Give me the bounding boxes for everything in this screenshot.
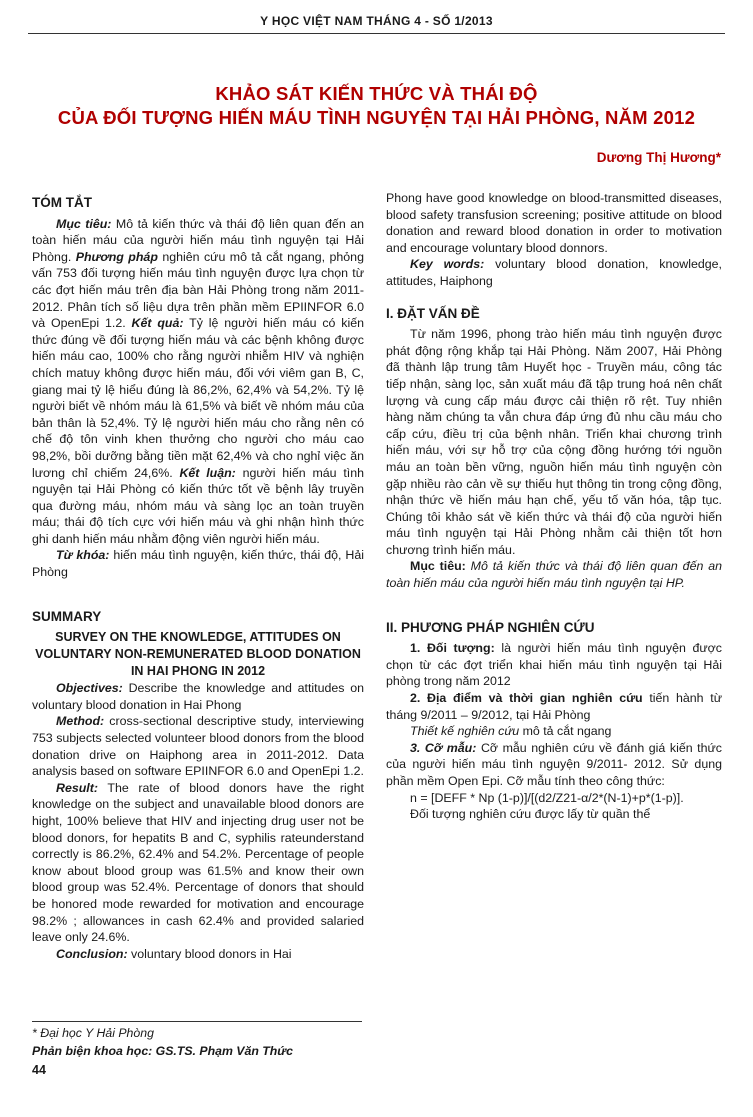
summary-result-text: The rate of blood donors have the right knowledge on the subject and unavailable blood donors are hight, 100% believe that HIV and injecting drug user not be blood donors, for hepatits B and C, syphilis rateunderstand correctly is 86.2%, 62.4% and 54.2%. Percentage of people know about blood group was 61.5% and know their own blood group was 52.4%. Percentage of donors that should be honored mode rewarded for motivation and encourage 98.2% ; allowances in cash 62.4% and provided salaried leave only 24.6%. — [32, 780, 364, 945]
summary-method-text: cross-sectional descriptive study, interviewing 753 subjects selected volunteer blood donors from the blood donation drive on Haiphong area in 2011-2012. Data analysis based on software EPIINFOR 6.0 and OpenEpi 1.2. — [32, 714, 364, 779]
abstract-keywords-text: hiến máu tình nguyện, kiến thức, thái độ, Hải Phòng — [32, 548, 364, 580]
abstract-method-text: nghiên cứu mô tả cắt ngang, phỏng vấn 753 đối tượng hiến máu tình nguyện được lựa chọn từ các đợt hiến máu trên địa bàn Hải Phòng trong năm 2011-2012. Phân tích số liệu dựa trên phần mềm EPIINFOR 6.0 và OpenEpi 1.2. — [32, 249, 364, 331]
summary-result — [32, 780, 364, 946]
section-2-design — [386, 723, 722, 740]
section-2-heading: II. PHƯƠNG PHÁP NGHIÊN CỨU — [386, 619, 595, 635]
abstract-objective — [32, 216, 364, 548]
summary-objectives-label: Objectives: — [56, 681, 123, 696]
section-1-aim-label: Mục tiêu: — [410, 559, 466, 574]
summary-conclusion-label: Conclusion: — [56, 946, 128, 961]
author-name: Dương Thị Hương* — [596, 150, 721, 165]
header-rule — [28, 33, 725, 34]
section-1-paragraph: Từ năm 1996, phong trào hiến máu tình nguyện được phát động rộng khắp tại Hải Phòng. Năm 2007, Hải Phòng đã thành lập trung tâm Huyết học - Truyền máu, công tác tiếp nhận, sàng lọc, sản xuất máu đã tập trung hoá nên chất lượng và cung cấp máu được cải thiện rõ rệt. Tuy nhiên hàng năm chúng ta vẫn chưa đáp ứng đủ nhu cầu máu cho cấp cứu, điều trị của bệnh nhân. Triển khai chương trình hiến máu, với sự hỗ trợ của cộng đồng hướng tới nguồn máu an toàn bền vững, nguồn hiến máu tình nguyện còn gặp nhiều rào cản về sự thiếu hụt thông tin trong cộng đồng, nhận thức về hiến máu hạn chế, yếu tố văn hóa, tập tục. Chúng tôi khảo sát về kiến thức và thái độ của người hiến máu tình nguyện tại Hải Phòng nhằm cải thiện tốt hơn chương trình hiến máu. — [386, 327, 722, 557]
section-2-item-2-label: 2. Địa điểm và thời gian nghiên cứu — [410, 691, 643, 706]
section-1-aim — [386, 558, 722, 591]
footnote-rule — [32, 1021, 362, 1022]
page-number: 44 — [32, 1063, 46, 1077]
summary-result-label: Result: — [56, 780, 98, 795]
summary-conclusion-continued: Phong have good knowledge on blood-transmitted diseases, blood safety transfusion screening; positive attitude on blood donation and reward blood donation in order to motivation and encourage voluntary blood donnors. — [386, 191, 722, 255]
abstract-objective-text: Mô tả kiến thức và thái độ liên quan đến an toàn hiến máu của người hiến máu tình nguyện tại Hải Phòng. — [32, 216, 364, 264]
summary-method-label: Method: — [56, 714, 105, 729]
section-1-aim-text: Mô tả kiến thức và thái độ liên quan đến an toàn hiến máu của người hiến máu tình nguyện tại HP. — [386, 559, 722, 591]
summary-objectives — [32, 680, 364, 713]
section-2-design-label: Thiết kế nghiên cứu — [410, 724, 520, 739]
abstract-conclusion-text: người hiến máu tình nguyện tại Hải Phòng có kiến thức tốt về bệnh lây truyền qua đường máu, nhóm máu và sàng lọc an toàn truyền máu; thái độ tích cực với hiến máu và ghi nhận hình thức ghi danh hiến máu nhằm động viên người hiến máu. — [32, 465, 364, 546]
section-2-item-2 — [386, 690, 722, 723]
section-2-item-1-text: là người hiến máu tình nguyện được chọn từ các đợt triển khai hiến máu tình nguyện tại Hải phòng trong năm 2012 — [386, 641, 722, 689]
summary-conclusion-start — [32, 946, 364, 963]
summary-conclusion-lead: voluntary blood donors in Hai — [131, 946, 292, 961]
abstract-result-text: Tỷ lệ người hiến máu có kiến thức đúng về đối tượng hiến máu và các bệnh không được hiến máu cao, 100% cho rằng người nhiễm HIV và nghiện chích matuy không được hiến máu, đối với viêm gan B, C, giang mai tỷ lệ hiểu đúng là 86,2%, 62,4% và 54,2%. Tỷ lệ người biết về nhóm máu là 61,5% và biết về nhóm máu của bản thân là 52,4%. Tỷ lệ người hiến máu cho rằng nên có chế độ tôn vinh khen thưởng cho người cho máu cao 98,2%, bồi dưỡng bằng tiền mặt 62,4% và cho nghỉ việc ăn lương chỉ chiếm 24,6%. — [32, 316, 364, 480]
abstract-objective-label: Mục tiêu: — [56, 216, 112, 231]
summary-keywords — [386, 256, 722, 289]
section-2-item-3-label: 3. Cỡ mẫu: — [410, 740, 477, 755]
left-column — [32, 195, 364, 962]
section-2-item-1 — [386, 640, 722, 690]
abstract-conclusion-label: Kết luận: — [179, 465, 236, 480]
summary-keywords-text: voluntary blood donation, knowledge, attitudes, Haiphong — [386, 257, 722, 288]
journal-header: Y HỌC VIỆT NAM THÁNG 4 - SỐ 1/2013 — [260, 14, 493, 28]
section-2-item-3-text: Cỡ mẫu nghiên cứu về đánh giá kiến thức của người hiến máu tình nguyện 9/2011- 2012. Sử dụng phần mềm Open Epi. Cỡ mẫu tính theo công thức: — [386, 740, 723, 788]
summary-keywords-label: Key words: — [410, 257, 485, 272]
abstract-keywords — [32, 547, 364, 580]
right-column — [386, 190, 722, 823]
section-2-item-2-text: tiến hành từ tháng 9/2011 – 9/2012, tại Hải Phòng — [386, 691, 722, 722]
title-line-1: KHẢO SÁT KIẾN THỨC VÀ THÁI ĐỘ — [215, 83, 538, 104]
sample-size-formula: n = [DEFF * Np (1-p)]/[(d2/Z21-α/2*(N-1)+p*(1-p)]. — [410, 790, 684, 805]
section-2-design-text: mô tả cắt ngang — [522, 724, 612, 739]
abstract-result-label: Kết quả: — [131, 316, 184, 331]
abstract-method-label: Phương pháp — [75, 249, 158, 264]
summary-title: SURVEY ON THE KNOWLEDGE, ATTITUDES ON VOLUNTARY NON-REMUNERATED BLOOD DONATION IN HAI PHONG IN 2012 — [35, 630, 361, 679]
article-title — [0, 82, 753, 130]
author-affiliation: * Đại học Y Hải Phòng — [32, 1026, 154, 1040]
summary-heading: SUMMARY — [32, 608, 102, 624]
title-line-2: CỦA ĐỐI TƯỢNG HIẾN MÁU TÌNH NGUYỆN TẠI HẢI PHÒNG, NĂM 2012 — [57, 107, 696, 128]
summary-method — [32, 713, 364, 779]
section-2-population: Đối tượng nghiên cứu được lấy từ quần thể — [410, 807, 651, 822]
section-1-heading: I. ĐẶT VẤN ĐỀ — [386, 305, 480, 321]
abstract-heading: TÓM TẮT — [32, 195, 92, 210]
summary-objectives-text: Describe the knowledge and attitudes on voluntary blood donation in Hai Phong — [32, 681, 364, 712]
abstract-keywords-label: Từ khóa: — [56, 548, 110, 563]
section-2-item-3 — [386, 740, 722, 790]
section-2-item-1-label: 1. Đối tượng: — [410, 641, 495, 656]
reviewer-note: Phản biện khoa học: GS.TS. Phạm Văn Thức — [32, 1044, 293, 1058]
